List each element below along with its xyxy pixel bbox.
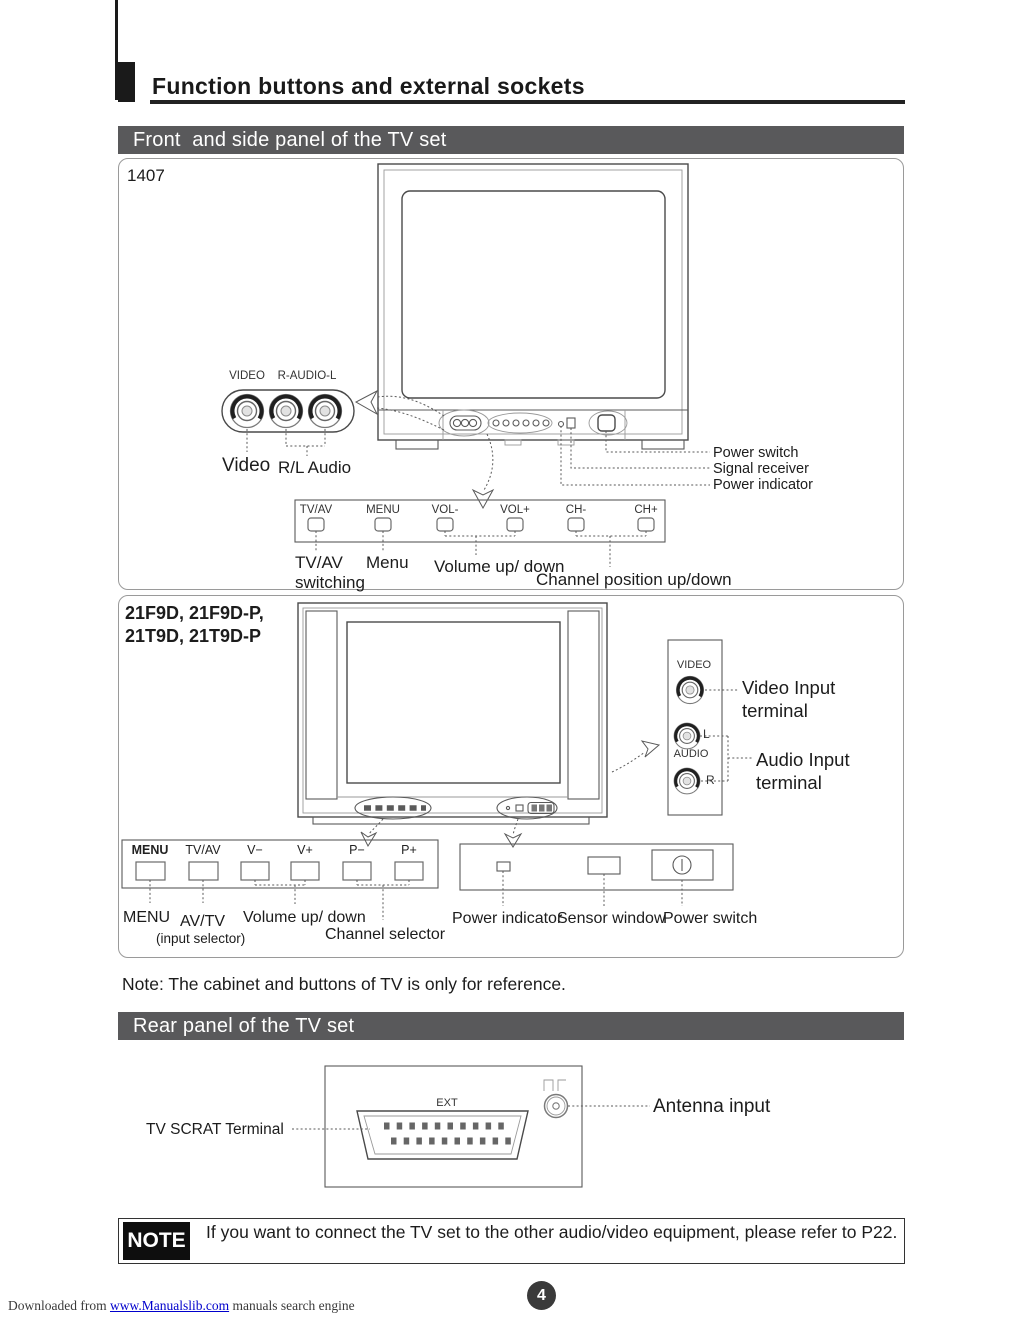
- strip-button-ch-plus: CH+: [634, 504, 658, 516]
- caption-video: Video: [222, 455, 271, 476]
- caption2-sensor-window: Sensor window: [557, 910, 666, 927]
- caption2-avtv: AV/TV: [180, 913, 226, 930]
- jack-label-video: VIDEO: [229, 370, 265, 382]
- caption2-power-switch: Power switch: [663, 910, 758, 927]
- footer-prefix: Downloaded from: [8, 1298, 110, 1313]
- power-panel-drawing: [460, 844, 733, 906]
- av-jack-panel-drawing: [222, 390, 444, 456]
- control-strip-drawing: [295, 434, 665, 567]
- model-list-line2: 21T9D, 21T9D-P: [125, 626, 262, 646]
- side-jack-audio-label: AUDIO: [673, 748, 709, 760]
- caption-volume: Volume up/ down: [434, 557, 565, 576]
- panel-button-menu: MENU: [131, 843, 169, 857]
- footer: [8, 1298, 355, 1314]
- caption-signal-receiver: Signal receiver: [713, 461, 809, 477]
- tv-front-21f9d-drawing: [298, 603, 659, 847]
- caption-antenna-input: Antenna input: [653, 1096, 771, 1117]
- tv-front-1407-drawing: [378, 164, 688, 449]
- caption-scart-terminal: TV SCRAT Terminal: [146, 1121, 284, 1138]
- panel-button-p-plus: P+: [401, 843, 417, 857]
- section-rear-header: Rear panel of the TV set: [118, 1012, 904, 1040]
- reference-note: Note: The cabinet and buttons of TV is only for reference.: [122, 974, 566, 994]
- note-text: If you want to connect the TV set to the other audio/video equipment, please refer to P22.: [206, 1222, 898, 1242]
- footer-suffix: manuals search engine: [229, 1298, 355, 1313]
- strip-button-vol-plus: VOL+: [500, 504, 530, 516]
- caption-channel: Channel position up/down: [536, 570, 732, 589]
- side-jack-left-label: L: [703, 727, 710, 741]
- page-title: Function buttons and external sockets: [152, 73, 585, 99]
- note-badge: NOTE: [123, 1222, 190, 1260]
- strip-button-tvav: TV/AV: [299, 504, 333, 516]
- manualslib-link[interactable]: www.Manualslib.com: [109, 1298, 230, 1313]
- caption2-input-selector: (input selector): [156, 931, 246, 946]
- page-number: 4: [527, 1281, 556, 1310]
- panel-button-v-plus: V+: [297, 843, 313, 857]
- ext-label: EXT: [436, 1097, 458, 1109]
- caption2-menu: MENU: [123, 909, 171, 926]
- rear-panel-drawing: [292, 1066, 650, 1187]
- caption-power-switch: Power switch: [713, 445, 799, 461]
- caption-power-indicator: Power indicator: [713, 477, 813, 493]
- caption-audio-input-terminal: Audio Input terminal: [756, 749, 850, 793]
- side-jack-video-label: VIDEO: [676, 659, 712, 671]
- caption2-power-indicator: Power indicator: [452, 910, 563, 927]
- button-panel-drawing: [122, 840, 438, 920]
- panel-button-p-minus: P−: [349, 843, 365, 857]
- caption2-channel: Channel selector: [325, 926, 446, 943]
- model-list-line1: 21F9D, 21F9D-P,: [125, 603, 264, 623]
- caption-tvav-switching: TV/AV switching: [295, 553, 365, 593]
- strip-button-ch-minus: CH-: [565, 504, 587, 516]
- caption-video-input-terminal: Video Input terminal: [742, 677, 836, 721]
- caption2-volume: Volume up/ down: [243, 909, 366, 926]
- caption-rl-audio: R/L Audio: [278, 458, 352, 477]
- side-jack-right-label: R: [706, 773, 715, 787]
- model-number-1407: 1407: [127, 166, 165, 185]
- strip-button-vol-minus: VOL-: [431, 504, 459, 516]
- caption-menu: Menu: [366, 553, 409, 572]
- section-front-header: Front and side panel of the TV set: [118, 126, 904, 154]
- strip-button-menu: MENU: [366, 504, 400, 516]
- panel-button-tvav: TV/AV: [185, 843, 221, 857]
- panel-button-v-minus: V−: [247, 843, 263, 857]
- jack-label-r-audio-l: R-AUDIO-L: [277, 370, 337, 382]
